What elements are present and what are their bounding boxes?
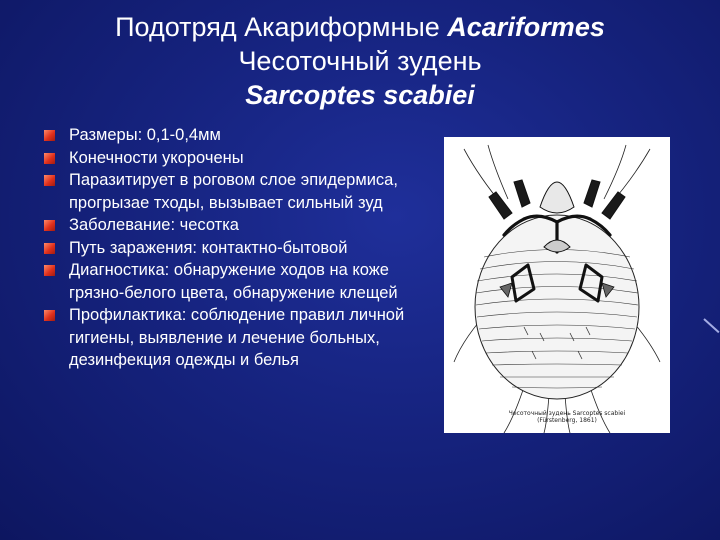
bullet-item-transmission xyxy=(44,237,424,260)
title-species-name: Чесоточный зудень xyxy=(238,46,482,76)
bullet-item-parasitism xyxy=(44,169,424,214)
figure-caption: Чесоточный зудень Sarcoptes scabiei (Fürstenberg, 1861) xyxy=(508,410,626,424)
bullet-text: Диагностика: обнаружение ходов на коже грязно-белого цвета, обнаружение клещей xyxy=(69,261,398,302)
bullet-text: Размеры: 0,1-0,4мм xyxy=(69,126,221,144)
decorative-line xyxy=(703,318,719,333)
mite-drawing xyxy=(444,137,670,433)
mite-illustration xyxy=(444,137,670,433)
bullet-marker xyxy=(44,130,55,141)
bullet-list xyxy=(44,124,424,372)
bullet-text: Профилактика: соблюдение правил личной гигиены, выявление и лечение больных, дезинфекция одежды и белья xyxy=(69,306,405,369)
bullet-item-size xyxy=(44,124,424,147)
bullet-text: Путь заражения: контактно-бытовой xyxy=(69,238,348,257)
title-line-1 xyxy=(40,10,680,44)
bullet-item-diagnostics xyxy=(44,259,424,304)
bullet-marker xyxy=(44,153,55,164)
bullet-text: Паразитирует в роговом слое эпидермиса, прогрызае тходы, вызывает сильный зуд xyxy=(69,171,398,212)
title-order-name: Подотряд Акариформные xyxy=(115,12,448,42)
bullet-marker xyxy=(44,310,55,321)
bullet-item-prevention xyxy=(44,304,424,372)
title-order-latin: Acariformes xyxy=(447,12,605,42)
bullet-item-disease xyxy=(44,214,424,237)
bullet-text: Конечности укорочены xyxy=(69,148,244,167)
bullet-item-limbs xyxy=(44,147,424,170)
bullet-marker xyxy=(44,243,55,254)
bullet-marker xyxy=(44,220,55,231)
bullet-marker xyxy=(44,175,55,186)
slide-title xyxy=(40,10,680,112)
bullet-text: Заболевание: чесотка xyxy=(69,216,239,234)
title-species-latin: Sarcoptes scabiei xyxy=(245,80,475,110)
bullet-marker xyxy=(44,265,55,276)
